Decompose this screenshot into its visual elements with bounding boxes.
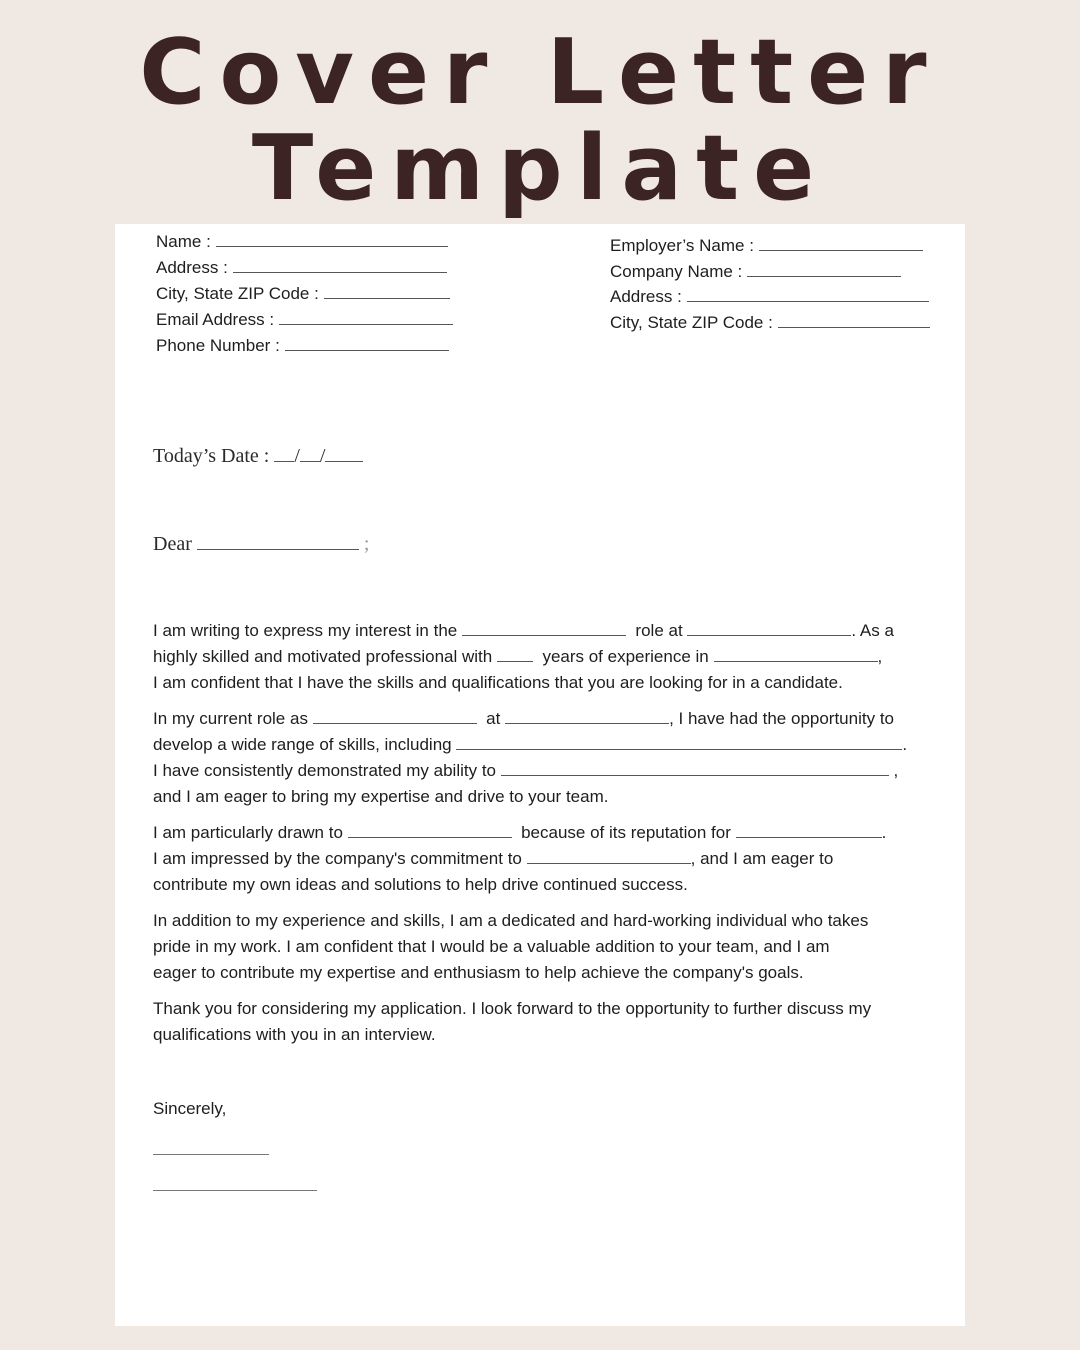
greeting-semicolon: ; [363, 533, 370, 555]
sender-address-field [156, 258, 447, 278]
p5-line: qualifications with you in an interview. [153, 1025, 436, 1044]
p2-text: and I am eager to bring my expertise and drive to your team. [153, 787, 609, 806]
paragraph-5 [153, 996, 871, 1048]
current-company-blank[interactable] [505, 709, 669, 724]
sender-city-label: City, State ZIP Code : [156, 284, 319, 303]
sender-email-field [156, 310, 453, 330]
p1-text: , [877, 647, 883, 666]
p4-line: pride in my work. I am confident that I would be a valuable addition to your team, and I am [153, 937, 830, 956]
paragraph-3 [153, 820, 886, 898]
skills-blank[interactable] [456, 735, 902, 750]
p2-text: develop a wide range of skills, including [153, 735, 452, 754]
p3-text: because of its reputation for [521, 823, 731, 842]
p1-text: I am writing to express my interest in the [153, 621, 458, 640]
commitment-blank[interactable] [527, 849, 691, 864]
p2-text: In my current role as [153, 709, 308, 728]
employer-name-blank[interactable] [759, 236, 923, 251]
sender-city-field [156, 284, 450, 304]
title-line-1: Cover Letter [139, 20, 941, 125]
p3-text: , and I am eager to [690, 849, 834, 868]
employer-company-field [610, 262, 901, 282]
sender-email-blank[interactable] [279, 310, 453, 325]
sender-phone-field [156, 336, 449, 356]
p5-line: Thank you for considering my application. I look forward to the opportunity to further discuss my [153, 999, 872, 1018]
date-year-blank[interactable] [325, 447, 363, 462]
employer-city-field [610, 313, 930, 333]
sender-city-blank[interactable] [324, 284, 450, 299]
field-blank[interactable] [714, 647, 878, 662]
p4-line: eager to contribute my expertise and enthusiasm to help achieve the company's goals. [153, 963, 804, 982]
sender-address-blank[interactable] [233, 258, 447, 273]
signature-line[interactable] [153, 1154, 269, 1155]
reputation-blank[interactable] [736, 823, 882, 838]
employer-city-label: City, State ZIP Code : [610, 313, 773, 332]
employer-address-field [610, 287, 929, 307]
date-day-blank[interactable] [300, 447, 320, 462]
dear-label: Dear [153, 533, 192, 555]
sender-address-label: Address : [156, 258, 228, 277]
letter-page [115, 224, 965, 1326]
company-blank[interactable] [687, 621, 851, 636]
employer-name-field [610, 236, 923, 256]
recipient-blank[interactable] [197, 535, 359, 550]
p2-text: . [902, 735, 908, 754]
p3-text: contribute my own ideas and solutions to help drive continued success. [153, 875, 688, 894]
sender-name-label: Name : [156, 232, 211, 251]
role-blank[interactable] [462, 621, 626, 636]
greeting [153, 533, 369, 556]
sender-email-label: Email Address : [156, 310, 275, 329]
sender-phone-label: Phone Number : [156, 336, 280, 355]
employer-address-blank[interactable] [687, 287, 929, 302]
p2-text: at [486, 709, 501, 728]
p2-text: , [893, 761, 899, 780]
p4-line: In addition to my experience and skills, I am a dedicated and hard-working individual who takes [153, 911, 869, 930]
employer-address-label: Address : [610, 287, 682, 306]
p2-text: I have consistently demonstrated my ability to [153, 761, 496, 780]
date-field [153, 445, 363, 468]
employer-company-blank[interactable] [747, 262, 901, 277]
printed-name-line[interactable] [153, 1190, 317, 1191]
p1-text: . As a [851, 621, 894, 640]
sender-name-field [156, 232, 448, 252]
paragraph-1 [153, 618, 894, 696]
sender-phone-blank[interactable] [285, 336, 449, 351]
employer-company-label: Company Name : [610, 262, 743, 281]
date-month-blank[interactable] [274, 447, 294, 462]
p3-text: I am impressed by the company's commitment to [153, 849, 522, 868]
years-blank[interactable] [497, 647, 533, 662]
date-separator: / [294, 445, 300, 467]
sender-name-blank[interactable] [216, 232, 448, 247]
title-line-2: Template [251, 116, 829, 221]
paragraph-2 [153, 706, 907, 810]
date-label: Today’s Date : [153, 445, 270, 467]
current-role-blank[interactable] [313, 709, 477, 724]
p1-text: years of experience in [542, 647, 709, 666]
p1-text: I am confident that I have the skills and qualifications that you are looking for in a candidate. [153, 673, 843, 692]
ability-blank[interactable] [501, 761, 889, 776]
p3-text: I am particularly drawn to [153, 823, 343, 842]
employer-city-blank[interactable] [778, 313, 930, 328]
p1-text: highly skilled and motivated professional with [153, 647, 493, 666]
date-separator: / [319, 445, 326, 467]
employer-name-label: Employer’s Name : [610, 236, 754, 255]
p3-text: . [881, 823, 887, 842]
closing: Sincerely, [153, 1099, 227, 1118]
drawn-to-blank[interactable] [348, 823, 512, 838]
p1-text: role at [635, 621, 683, 640]
p2-text: , I have had the opportunity to [669, 709, 894, 728]
paragraph-4 [153, 908, 868, 986]
